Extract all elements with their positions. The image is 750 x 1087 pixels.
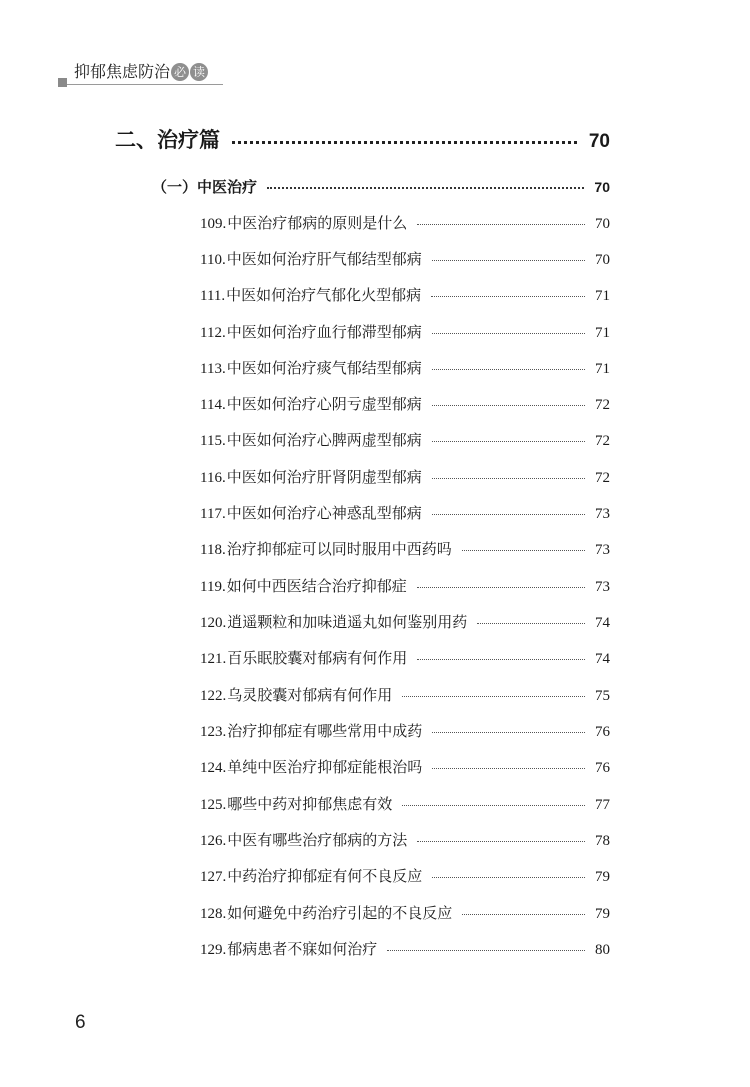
toc-entry-label xyxy=(200,393,422,414)
toc-entry[interactable] xyxy=(200,321,610,345)
toc-dot-leader xyxy=(432,405,585,406)
toc-entry-text: 如何避免中药治疗引起的不良反应 xyxy=(227,904,453,922)
toc-dot-leader xyxy=(432,333,585,334)
toc-entry-label xyxy=(200,793,392,814)
toc-page-number: 73 xyxy=(595,506,610,522)
running-header xyxy=(58,62,223,88)
toc-entry-number: 118. xyxy=(200,542,226,558)
toc-dot-leader xyxy=(402,696,585,697)
toc-dot-leader xyxy=(432,260,585,261)
toc-dot-leader xyxy=(477,623,585,624)
toc-entry-number: 110. xyxy=(200,252,226,268)
toc-dot-leader xyxy=(432,369,585,370)
header-rule xyxy=(67,84,223,85)
toc-dot-leader xyxy=(432,877,585,878)
toc-dot-leader xyxy=(432,732,585,733)
toc-entry-text: 中医如何治疗心阴亏虚型郁病 xyxy=(226,395,422,413)
toc-entry-text: 中医如何治疗痰气郁结型郁病 xyxy=(226,359,422,377)
toc-dot-leader xyxy=(432,441,585,442)
header-square-icon xyxy=(58,78,67,87)
toc-page-number: 76 xyxy=(595,760,610,776)
toc-entry-label xyxy=(200,284,421,305)
toc-entry-label xyxy=(200,212,407,233)
toc-entry-label xyxy=(200,647,407,668)
toc-entry-number: 117. xyxy=(200,506,226,522)
toc-part-heading[interactable] xyxy=(115,124,610,154)
toc-entry-number: 114. xyxy=(200,397,226,413)
toc-page-number: 72 xyxy=(595,470,610,486)
toc-dot-leader xyxy=(417,841,585,842)
toc-entry-label xyxy=(200,466,422,487)
toc-entry-number: 123. xyxy=(200,724,227,740)
toc-dot-leader xyxy=(267,187,584,189)
toc-dot-leader xyxy=(431,296,585,297)
toc-page-number: 75 xyxy=(595,688,610,704)
toc-section-heading[interactable] xyxy=(152,176,610,200)
toc-page-number: 70 xyxy=(595,252,610,268)
toc-page-number: 72 xyxy=(595,397,610,413)
toc-entry-text: 中医治疗郁病的原则是什么 xyxy=(227,214,408,232)
toc-entry-label xyxy=(200,429,422,450)
toc-entry-number: 109. xyxy=(200,216,227,232)
toc-dot-leader xyxy=(432,514,585,515)
toc-entry-number: 119. xyxy=(200,579,226,595)
toc-entry-label xyxy=(200,938,377,959)
toc-entry-text: 中医如何治疗气郁化火型郁病 xyxy=(226,286,422,304)
toc-page-number: 74 xyxy=(595,615,610,631)
toc-entry[interactable] xyxy=(200,429,610,453)
toc-dot-leader xyxy=(417,587,585,588)
toc-page-number: 79 xyxy=(595,869,610,885)
toc-page-number: 77 xyxy=(595,797,610,813)
toc-entry-label xyxy=(200,321,422,342)
toc-entry-label xyxy=(200,684,392,705)
toc-page-number: 70 xyxy=(595,216,610,232)
toc-page-number: 72 xyxy=(595,433,610,449)
toc-entry-text: 乌灵胶囊对郁病有何作用 xyxy=(227,686,393,704)
toc-entry[interactable] xyxy=(200,793,610,817)
toc-entry-label xyxy=(200,756,422,777)
toc-page-number: 74 xyxy=(595,651,610,667)
toc-entry-text: 中药治疗抑郁症有何不良反应 xyxy=(227,867,423,885)
toc-page-number: 80 xyxy=(595,942,610,958)
toc-entry-number: 122. xyxy=(200,688,227,704)
page-folio: 6 xyxy=(75,1012,86,1033)
toc-entry-text: 中医如何治疗肝气郁结型郁病 xyxy=(226,250,422,268)
toc-entry[interactable] xyxy=(200,829,610,853)
toc-entry-number: 129. xyxy=(200,942,227,958)
toc-entry-number: 120. xyxy=(200,615,227,631)
toc-entry-label xyxy=(200,611,467,632)
toc-dot-leader xyxy=(232,141,577,144)
toc-entry-number: 128. xyxy=(200,906,227,922)
toc-page-number: 70 xyxy=(588,131,610,152)
toc-entry[interactable] xyxy=(200,611,610,635)
toc-page-number: 76 xyxy=(595,724,610,740)
toc-page-number: 78 xyxy=(595,833,610,849)
toc-part-label: 二、治疗篇 xyxy=(115,127,220,152)
toc-entry[interactable] xyxy=(200,684,610,708)
book-title xyxy=(74,62,208,82)
toc-entry-number: 124. xyxy=(200,760,227,776)
toc-entry-text: 中医如何治疗心神惑乱型郁病 xyxy=(226,504,422,522)
toc-dot-leader xyxy=(462,550,585,551)
toc-entry[interactable] xyxy=(200,902,610,926)
toc-entry-number: 115. xyxy=(200,433,226,449)
toc-page-number: 71 xyxy=(595,361,610,377)
toc-entry-label xyxy=(200,248,422,269)
toc-page-number: 79 xyxy=(595,906,610,922)
toc-entry-label xyxy=(200,902,452,923)
toc-page-number: 71 xyxy=(595,325,610,341)
toc-dot-leader xyxy=(417,224,585,225)
toc-entry-text: 中医如何治疗肝肾阴虚型郁病 xyxy=(226,468,422,486)
toc-dot-leader xyxy=(402,805,585,806)
toc-dot-leader xyxy=(417,659,585,660)
toc-entry-text: 逍遥颗粒和加味逍遥丸如何鉴别用药 xyxy=(227,613,468,631)
toc-dot-leader xyxy=(387,950,585,951)
toc-entry-text: 治疗抑郁症有哪些常用中成药 xyxy=(227,722,423,740)
toc-section-label: （一）中医治疗 xyxy=(152,178,258,196)
toc-entry[interactable] xyxy=(200,720,610,744)
toc-entry-label xyxy=(200,502,422,523)
toc-entry[interactable] xyxy=(200,756,610,780)
toc-entry[interactable] xyxy=(200,538,610,562)
toc-entry-label xyxy=(200,575,407,596)
toc-entry-text: 如何中西医结合治疗抑郁症 xyxy=(226,577,407,595)
toc-entry[interactable] xyxy=(200,865,610,889)
toc-entry[interactable] xyxy=(200,393,610,417)
toc-entry[interactable] xyxy=(200,938,610,962)
toc-page-number: 70 xyxy=(594,179,610,195)
toc-entry[interactable] xyxy=(200,248,610,272)
book-title-bead: 必 xyxy=(171,63,189,81)
toc-dot-leader xyxy=(432,768,585,769)
book-title-bead: 读 xyxy=(190,63,208,81)
toc-page-number: 71 xyxy=(595,288,610,304)
toc-entry-text: 治疗抑郁症可以同时服用中西药吗 xyxy=(226,540,452,558)
toc-entry-number: 111. xyxy=(200,288,226,304)
toc-entry-text: 百乐眠胶囊对郁病有何作用 xyxy=(227,649,408,667)
toc-entry-number: 116. xyxy=(200,470,226,486)
toc-entry-label xyxy=(200,720,422,741)
toc-entry-text: 中医如何治疗血行郁滞型郁病 xyxy=(226,323,422,341)
toc-dot-leader xyxy=(432,478,585,479)
toc-entry[interactable] xyxy=(200,357,610,381)
toc-entry[interactable] xyxy=(200,575,610,599)
toc-entry-text: 哪些中药对抑郁焦虑有效 xyxy=(227,795,393,813)
toc-entry-number: 112. xyxy=(200,325,226,341)
toc-entry-label xyxy=(200,865,422,886)
toc-entry-number: 113. xyxy=(200,361,226,377)
toc-entry-text: 郁病患者不寐如何治疗 xyxy=(227,940,378,958)
toc-entry-label xyxy=(200,829,407,850)
toc-entry[interactable] xyxy=(200,647,610,671)
toc-dot-leader xyxy=(462,914,585,915)
toc-entry-text: 单纯中医治疗抑郁症能根治吗 xyxy=(227,758,423,776)
toc-entry-number: 121. xyxy=(200,651,227,667)
toc-page-number: 73 xyxy=(595,542,610,558)
toc-entry-number: 127. xyxy=(200,869,227,885)
toc-entry-label xyxy=(200,538,452,559)
toc-entry-text: 中医有哪些治疗郁病的方法 xyxy=(227,831,408,849)
toc-entry-text: 中医如何治疗心脾两虚型郁病 xyxy=(226,431,422,449)
toc-entry-number: 125. xyxy=(200,797,227,813)
toc-entry[interactable] xyxy=(200,212,610,236)
toc-page-number: 73 xyxy=(595,579,610,595)
book-title-text: 抑郁焦虑防治 xyxy=(74,62,171,81)
toc-entry-number: 126. xyxy=(200,833,227,849)
toc-entry[interactable] xyxy=(200,466,610,490)
toc-entry-label xyxy=(200,357,422,378)
toc-entry[interactable] xyxy=(200,284,610,308)
toc-entry[interactable] xyxy=(200,502,610,526)
